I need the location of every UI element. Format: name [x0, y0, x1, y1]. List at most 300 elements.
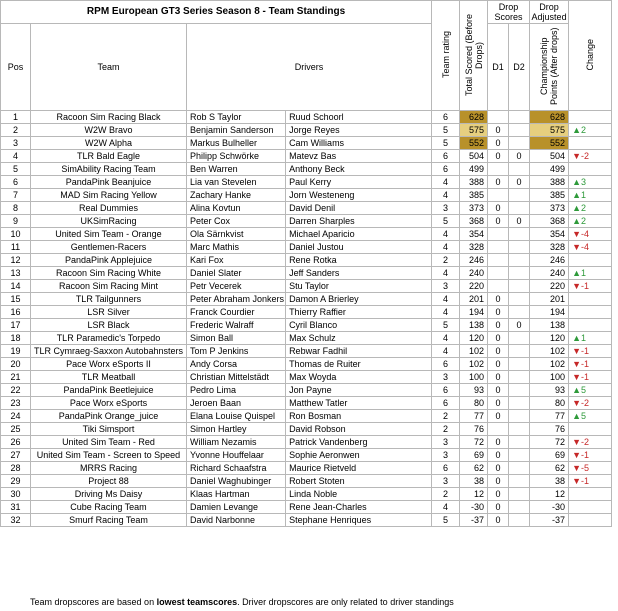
cell-driver-2: Paul Kerry — [286, 176, 432, 189]
cell-driver-2: Matevz Bas — [286, 150, 432, 163]
cell-drop-d2 — [509, 371, 530, 384]
cell-team: Racoon Sim Racing Mint — [31, 280, 187, 293]
cell-team: Project 88 — [31, 475, 187, 488]
cell-championship-points: 373 — [530, 202, 569, 215]
cell-drop-d2 — [509, 111, 530, 124]
cell-change: ▲2 — [569, 215, 612, 228]
cell-team-rating: 2 — [432, 488, 460, 501]
cell-championship-points: 62 — [530, 462, 569, 475]
table-row — [1, 254, 612, 267]
cell-change: ▲1 — [569, 332, 612, 345]
cell-team: Smurf Racing Team — [31, 514, 187, 527]
cell-drop-d2 — [509, 163, 530, 176]
cell-driver-2: Michael Aparicio — [286, 228, 432, 241]
cell-driver-1: Jeroen Baan — [187, 397, 286, 410]
table-row — [1, 319, 612, 332]
table-row — [1, 124, 612, 137]
cell-championship-points: 201 — [530, 293, 569, 306]
cell-team: United Sim Team - Screen to Speed — [31, 449, 187, 462]
cell-pos: 18 — [1, 332, 31, 345]
cell-team: Tiki Simsport — [31, 423, 187, 436]
cell-drop-d1: 0 — [488, 137, 509, 150]
cell-total-scored: 552 — [460, 137, 488, 150]
cell-championship-points: 328 — [530, 241, 569, 254]
cell-total-scored: 628 — [460, 111, 488, 124]
cell-team: TLR Bald Eagle — [31, 150, 187, 163]
cell-pos: 24 — [1, 410, 31, 423]
cell-pos: 9 — [1, 215, 31, 228]
cell-total-scored: 504 — [460, 150, 488, 163]
table-row — [1, 150, 612, 163]
cell-pos: 14 — [1, 280, 31, 293]
table-row — [1, 202, 612, 215]
cell-change — [569, 501, 612, 514]
cell-driver-1: Lia van Stevelen — [187, 176, 286, 189]
table-row — [1, 501, 612, 514]
cell-team: United Sim Team - Red — [31, 436, 187, 449]
cell-change: ▲1 — [569, 189, 612, 202]
cell-total-scored: 385 — [460, 189, 488, 202]
cell-team: TLR Meatball — [31, 371, 187, 384]
cell-drop-d1: 0 — [488, 293, 509, 306]
cell-drop-d1: 0 — [488, 462, 509, 475]
cell-drop-d1: 0 — [488, 215, 509, 228]
cell-drop-d1: 0 — [488, 176, 509, 189]
cell-pos: 29 — [1, 475, 31, 488]
table-row — [1, 176, 612, 189]
header-drivers: Drivers — [187, 24, 432, 111]
cell-total-scored: 138 — [460, 319, 488, 332]
cell-championship-points: 388 — [530, 176, 569, 189]
cell-pos: 6 — [1, 176, 31, 189]
cell-drop-d1: 0 — [488, 202, 509, 215]
cell-team: PandaPink Beetlejuice — [31, 384, 187, 397]
cell-driver-1: David Narbonne — [187, 514, 286, 527]
cell-drop-d2 — [509, 189, 530, 202]
cell-championship-points: 138 — [530, 319, 569, 332]
table-row — [1, 228, 612, 241]
cell-drop-d1: 0 — [488, 384, 509, 397]
table-row — [1, 332, 612, 345]
cell-total-scored: 499 — [460, 163, 488, 176]
cell-drop-d1: 0 — [488, 124, 509, 137]
cell-driver-1: Kari Fox — [187, 254, 286, 267]
cell-drop-d2 — [509, 202, 530, 215]
table-row — [1, 215, 612, 228]
cell-team: PandaPink Orange_juice — [31, 410, 187, 423]
cell-pos: 2 — [1, 124, 31, 137]
cell-team-rating: 6 — [432, 397, 460, 410]
cell-drop-d2 — [509, 501, 530, 514]
cell-total-scored: 220 — [460, 280, 488, 293]
cell-change: ▼-4 — [569, 241, 612, 254]
cell-pos: 7 — [1, 189, 31, 202]
cell-championship-points: 499 — [530, 163, 569, 176]
cell-change: ▼-1 — [569, 449, 612, 462]
cell-team: UKSimRacing — [31, 215, 187, 228]
cell-total-scored: 575 — [460, 124, 488, 137]
cell-driver-2: Cyril Blanco — [286, 319, 432, 332]
table-row — [1, 462, 612, 475]
cell-team-rating: 2 — [432, 254, 460, 267]
cell-driver-1: Alina Kovtun — [187, 202, 286, 215]
cell-drop-d2 — [509, 345, 530, 358]
cell-driver-2: Rene Jean-Charles — [286, 501, 432, 514]
cell-team-rating: 6 — [432, 358, 460, 371]
cell-drop-d1: 0 — [488, 501, 509, 514]
cell-team: Driving Ms Daisy — [31, 488, 187, 501]
cell-team-rating: 4 — [432, 306, 460, 319]
cell-championship-points: 93 — [530, 384, 569, 397]
table-row — [1, 189, 612, 202]
cell-driver-1: Peter Abraham Jonkers — [187, 293, 286, 306]
cell-team: W2W Bravo — [31, 124, 187, 137]
cell-driver-2: Ruud Schoorl — [286, 111, 432, 124]
cell-total-scored: 62 — [460, 462, 488, 475]
cell-drop-d1: 0 — [488, 371, 509, 384]
table-row — [1, 137, 612, 150]
cell-total-scored: 102 — [460, 345, 488, 358]
header-team-rating: Team rating — [432, 1, 460, 111]
cell-pos: 16 — [1, 306, 31, 319]
cell-total-scored: 77 — [460, 410, 488, 423]
cell-driver-2: Anthony Beck — [286, 163, 432, 176]
cell-driver-1: Elana Louise Quispel — [187, 410, 286, 423]
cell-championship-points: 575 — [530, 124, 569, 137]
cell-drop-d2: 0 — [509, 150, 530, 163]
cell-team-rating: 4 — [432, 345, 460, 358]
cell-team-rating: 4 — [432, 176, 460, 189]
cell-drop-d2: 0 — [509, 319, 530, 332]
cell-drop-d2 — [509, 124, 530, 137]
cell-driver-1: Ola Särnkvist — [187, 228, 286, 241]
cell-team-rating: 4 — [432, 293, 460, 306]
cell-pos: 23 — [1, 397, 31, 410]
cell-championship-points: 77 — [530, 410, 569, 423]
cell-drop-d1 — [488, 280, 509, 293]
cell-championship-points: 69 — [530, 449, 569, 462]
cell-driver-2: Thierry Raffier — [286, 306, 432, 319]
cell-pos: 11 — [1, 241, 31, 254]
cell-championship-points: 120 — [530, 332, 569, 345]
cell-pos: 4 — [1, 150, 31, 163]
table-row — [1, 397, 612, 410]
cell-championship-points: 76 — [530, 423, 569, 436]
cell-driver-1: Richard Schaafstra — [187, 462, 286, 475]
cell-driver-1: Zachary Hanke — [187, 189, 286, 202]
table-row — [1, 345, 612, 358]
cell-change: ▲2 — [569, 202, 612, 215]
cell-driver-1: Simon Hartley — [187, 423, 286, 436]
cell-team: Real Dummies — [31, 202, 187, 215]
cell-drop-d1: 0 — [488, 150, 509, 163]
cell-championship-points: 80 — [530, 397, 569, 410]
cell-change: ▼-2 — [569, 436, 612, 449]
cell-drop-d2 — [509, 475, 530, 488]
cell-change — [569, 293, 612, 306]
cell-change — [569, 514, 612, 527]
table-row — [1, 371, 612, 384]
cell-championship-points: 194 — [530, 306, 569, 319]
cell-drop-d1: 0 — [488, 306, 509, 319]
cell-championship-points: 38 — [530, 475, 569, 488]
cell-driver-1: Simon Ball — [187, 332, 286, 345]
cell-driver-1: Frederic Walraff — [187, 319, 286, 332]
cell-championship-points: 12 — [530, 488, 569, 501]
cell-team-rating: 3 — [432, 280, 460, 293]
cell-drop-d2: 0 — [509, 176, 530, 189]
cell-team-rating: 6 — [432, 462, 460, 475]
cell-drop-d1: 0 — [488, 410, 509, 423]
cell-drop-d1 — [488, 423, 509, 436]
cell-pos: 5 — [1, 163, 31, 176]
cell-drop-d2 — [509, 449, 530, 462]
cell-championship-points: 552 — [530, 137, 569, 150]
cell-total-scored: 246 — [460, 254, 488, 267]
cell-driver-2: Jon Payne — [286, 384, 432, 397]
cell-change: ▼-4 — [569, 228, 612, 241]
cell-championship-points: -30 — [530, 501, 569, 514]
cell-driver-2: Daniel Justou — [286, 241, 432, 254]
header-pos: Pos — [1, 24, 31, 111]
cell-driver-1: Andy Corsa — [187, 358, 286, 371]
cell-pos: 25 — [1, 423, 31, 436]
cell-pos: 31 — [1, 501, 31, 514]
cell-total-scored: 102 — [460, 358, 488, 371]
cell-driver-1: Rob S Taylor — [187, 111, 286, 124]
cell-driver-1: Christian Mittelstädt — [187, 371, 286, 384]
cell-championship-points: 354 — [530, 228, 569, 241]
table-row — [1, 514, 612, 527]
cell-pos: 1 — [1, 111, 31, 124]
cell-driver-2: Patrick Vandenberg — [286, 436, 432, 449]
cell-team: United Sim Team - Orange — [31, 228, 187, 241]
cell-team-rating: 3 — [432, 436, 460, 449]
cell-change: ▲5 — [569, 384, 612, 397]
cell-championship-points: 504 — [530, 150, 569, 163]
cell-pos: 22 — [1, 384, 31, 397]
header-total-scored: Total Scored (Before Drops) — [460, 1, 488, 111]
table-row — [1, 449, 612, 462]
cell-drop-d2 — [509, 488, 530, 501]
header-drop-scores: Drop Scores — [488, 1, 530, 24]
table-row — [1, 358, 612, 371]
cell-driver-1: Markus Bulheller — [187, 137, 286, 150]
cell-pos: 32 — [1, 514, 31, 527]
cell-team: Racoon Sim Racing White — [31, 267, 187, 280]
cell-change: ▼-1 — [569, 345, 612, 358]
cell-drop-d2 — [509, 384, 530, 397]
cell-team-rating: 4 — [432, 241, 460, 254]
cell-championship-points: 102 — [530, 358, 569, 371]
cell-total-scored: 373 — [460, 202, 488, 215]
cell-total-scored: 93 — [460, 384, 488, 397]
cell-championship-points: -37 — [530, 514, 569, 527]
table-row — [1, 280, 612, 293]
cell-pos: 17 — [1, 319, 31, 332]
cell-change: ▼-1 — [569, 371, 612, 384]
cell-driver-2: Maurice Rietveld — [286, 462, 432, 475]
cell-drop-d2 — [509, 358, 530, 371]
cell-change: ▼-1 — [569, 475, 612, 488]
table-row — [1, 163, 612, 176]
cell-change: ▼-1 — [569, 358, 612, 371]
cell-team-rating: 2 — [432, 410, 460, 423]
cell-pos: 30 — [1, 488, 31, 501]
cell-drop-d1: 0 — [488, 436, 509, 449]
cell-driver-2: Thomas de Ruiter — [286, 358, 432, 371]
cell-drop-d2 — [509, 397, 530, 410]
cell-pos: 27 — [1, 449, 31, 462]
cell-drop-d2 — [509, 514, 530, 527]
cell-team: MRRS Racing — [31, 462, 187, 475]
cell-drop-d1 — [488, 241, 509, 254]
cell-team-rating: 5 — [432, 215, 460, 228]
cell-change: ▼-5 — [569, 462, 612, 475]
cell-driver-1: Yvonne Houffelaar — [187, 449, 286, 462]
table-row — [1, 423, 612, 436]
cell-total-scored: 201 — [460, 293, 488, 306]
cell-team: PandaPink Beanjuice — [31, 176, 187, 189]
cell-drop-d1 — [488, 254, 509, 267]
cell-driver-2: David Robson — [286, 423, 432, 436]
cell-pos: 3 — [1, 137, 31, 150]
cell-drop-d1: 0 — [488, 514, 509, 527]
cell-change — [569, 423, 612, 436]
cell-change — [569, 319, 612, 332]
cell-drop-d1: 0 — [488, 332, 509, 345]
cell-total-scored: 354 — [460, 228, 488, 241]
cell-team-rating: 4 — [432, 267, 460, 280]
cell-team: Pace Worx eSports II — [31, 358, 187, 371]
cell-team-rating: 4 — [432, 332, 460, 345]
cell-team-rating: 3 — [432, 202, 460, 215]
cell-driver-2: Max Woyda — [286, 371, 432, 384]
cell-total-scored: 76 — [460, 423, 488, 436]
cell-drop-d1 — [488, 267, 509, 280]
cell-total-scored: 69 — [460, 449, 488, 462]
cell-drop-d1 — [488, 111, 509, 124]
cell-driver-1: Tom P Jenkins — [187, 345, 286, 358]
cell-change: ▲3 — [569, 176, 612, 189]
cell-team: W2W Alpha — [31, 137, 187, 150]
cell-driver-2: Damon A Brierley — [286, 293, 432, 306]
cell-team-rating: 3 — [432, 449, 460, 462]
table-row — [1, 293, 612, 306]
cell-change — [569, 306, 612, 319]
cell-driver-2: Jorge Reyes — [286, 124, 432, 137]
cell-drop-d1 — [488, 228, 509, 241]
table-row — [1, 410, 612, 423]
cell-drop-d2 — [509, 462, 530, 475]
cell-driver-2: Stu Taylor — [286, 280, 432, 293]
cell-change: ▼-2 — [569, 397, 612, 410]
table-row — [1, 267, 612, 280]
table-row — [1, 488, 612, 501]
cell-team-rating: 4 — [432, 228, 460, 241]
cell-driver-1: Daniel Slater — [187, 267, 286, 280]
cell-team: Pace Worx eSports — [31, 397, 187, 410]
cell-pos: 15 — [1, 293, 31, 306]
table-row — [1, 436, 612, 449]
cell-drop-d2 — [509, 267, 530, 280]
cell-driver-1: Benjamin Sanderson — [187, 124, 286, 137]
cell-change: ▼-2 — [569, 150, 612, 163]
table-row — [1, 384, 612, 397]
cell-driver-2: Max Schulz — [286, 332, 432, 345]
footer-note: Team dropscores are based on lowest teamscores. Driver dropscores are only related to driver standings — [30, 597, 454, 607]
cell-total-scored: -37 — [460, 514, 488, 527]
page-title: RPM European GT3 Series Season 8 - Team Standings — [1, 1, 432, 24]
cell-team-rating: 6 — [432, 163, 460, 176]
cell-team: Gentlemen-Racers — [31, 241, 187, 254]
cell-pos: 26 — [1, 436, 31, 449]
cell-drop-d2 — [509, 241, 530, 254]
cell-driver-1: Pedro Lima — [187, 384, 286, 397]
cell-team: TLR Paramedic's Torpedo — [31, 332, 187, 345]
cell-championship-points: 240 — [530, 267, 569, 280]
cell-driver-2: Stephane Henriques — [286, 514, 432, 527]
cell-driver-1: Peter Cox — [187, 215, 286, 228]
cell-team-rating: 3 — [432, 475, 460, 488]
cell-drop-d1: 0 — [488, 475, 509, 488]
cell-driver-1: Philipp Schwörke — [187, 150, 286, 163]
cell-drop-d2 — [509, 293, 530, 306]
cell-drop-d2 — [509, 137, 530, 150]
cell-total-scored: 388 — [460, 176, 488, 189]
cell-drop-d2 — [509, 306, 530, 319]
table-row — [1, 111, 612, 124]
cell-driver-1: Marc Mathis — [187, 241, 286, 254]
cell-drop-d1: 0 — [488, 397, 509, 410]
cell-drop-d2 — [509, 332, 530, 345]
cell-driver-1: Franck Courdier — [187, 306, 286, 319]
cell-driver-2: David Denil — [286, 202, 432, 215]
cell-pos: 13 — [1, 267, 31, 280]
cell-driver-2: Ron Bosman — [286, 410, 432, 423]
cell-driver-2: Darren Sharples — [286, 215, 432, 228]
cell-championship-points: 385 — [530, 189, 569, 202]
cell-driver-2: Cam Williams — [286, 137, 432, 150]
cell-pos: 28 — [1, 462, 31, 475]
cell-team-rating: 4 — [432, 501, 460, 514]
cell-change — [569, 254, 612, 267]
cell-total-scored: 72 — [460, 436, 488, 449]
cell-change: ▲1 — [569, 267, 612, 280]
cell-team: SimAbility Racing Team — [31, 163, 187, 176]
cell-championship-points: 102 — [530, 345, 569, 358]
cell-championship-points: 368 — [530, 215, 569, 228]
cell-championship-points: 246 — [530, 254, 569, 267]
cell-drop-d1: 0 — [488, 488, 509, 501]
cell-driver-2: Linda Noble — [286, 488, 432, 501]
cell-change — [569, 137, 612, 150]
header-championship-points: Championship Points (After drops) — [530, 24, 569, 111]
cell-driver-1: Daniel Waghubinger — [187, 475, 286, 488]
cell-team-rating: 5 — [432, 124, 460, 137]
cell-championship-points: 220 — [530, 280, 569, 293]
cell-team-rating: 6 — [432, 150, 460, 163]
cell-total-scored: 120 — [460, 332, 488, 345]
cell-drop-d1: 0 — [488, 449, 509, 462]
cell-team: PandaPink Applejuice — [31, 254, 187, 267]
cell-driver-1: Ben Warren — [187, 163, 286, 176]
cell-championship-points: 72 — [530, 436, 569, 449]
cell-team-rating: 6 — [432, 111, 460, 124]
cell-driver-2: Jeff Sanders — [286, 267, 432, 280]
cell-team-rating: 5 — [432, 319, 460, 332]
cell-team-rating: 6 — [432, 384, 460, 397]
